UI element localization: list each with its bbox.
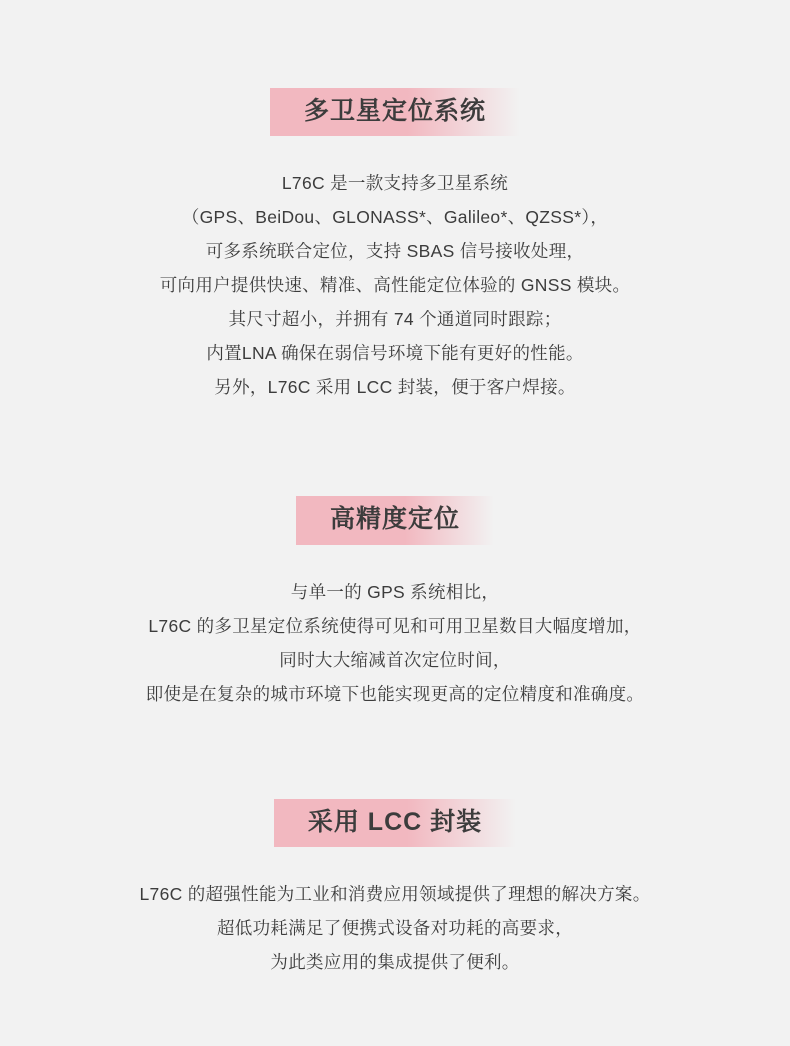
section-title-wrap	[0, 88, 790, 136]
body-line: 内置LNA 确保在弱信号环境下能有更好的性能。	[206, 343, 584, 364]
section-heading: 采用 LCC 封装	[274, 799, 516, 847]
body-line: 其尺寸超小，并拥有 74 个通道同时跟踪；	[228, 309, 562, 330]
section-high-precision	[0, 404, 790, 710]
body-line: 可多系统联合定位，支持 SBAS 信号接收处理，	[205, 241, 585, 262]
section-body	[0, 575, 790, 711]
body-line: L76C 是一款支持多卫星系统	[281, 173, 509, 194]
section-lcc-package	[0, 711, 790, 979]
section-body	[0, 166, 790, 404]
body-line: L76C 的超强性能为工业和消费应用领域提供了理想的解决方案。	[139, 883, 651, 904]
section-heading: 高精度定位	[296, 496, 494, 544]
body-line: 为此类应用的集成提供了便利。	[270, 951, 520, 972]
section-title-wrap	[0, 799, 790, 847]
body-line: 即使是在复杂的城市环境下也能实现更高的定位精度和准确度。	[145, 683, 645, 704]
body-line: 与单一的 GPS 系统相比，	[290, 581, 500, 602]
section-title-wrap	[0, 496, 790, 544]
body-line: （GPS、BeiDou、GLONASS*、Galileo*、QZSS*），	[181, 207, 609, 228]
body-line: 超低功耗满足了便携式设备对功耗的高要求，	[217, 917, 573, 938]
body-line: 同时大大缩减首次定位时间，	[279, 649, 511, 670]
section-body	[0, 877, 790, 979]
body-line: 可向用户提供快速、精准、高性能定位体验的 GNSS 模块。	[159, 275, 631, 296]
body-line: L76C 的多卫星定位系统使得可见和可用卫星数目大幅度增加，	[148, 615, 642, 636]
body-line: 另外，L76C 采用 LCC 封装，便于客户焊接。	[214, 377, 576, 398]
section-heading: 多卫星定位系统	[270, 88, 520, 136]
section-multi-satellite	[0, 0, 790, 404]
